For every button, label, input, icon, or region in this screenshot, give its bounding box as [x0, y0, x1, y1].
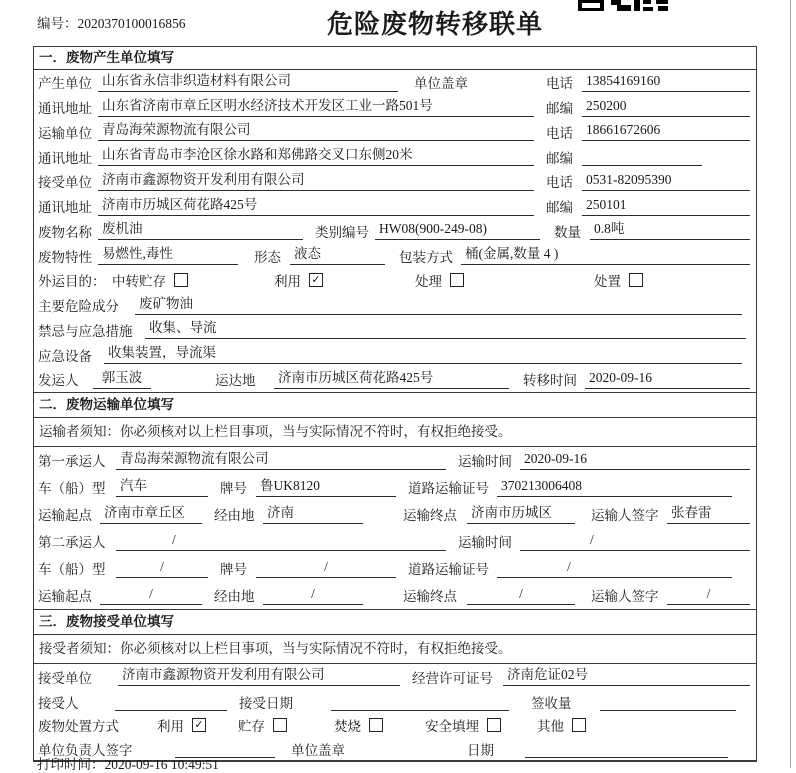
producer-address-value: 山东省济南市章丘区明水经济技术开发区工业一路501号 [98, 98, 534, 117]
purpose-storage-checkbox [174, 273, 188, 287]
carrier-signature-2-value: / [667, 586, 750, 605]
disposal-store-checkbox [273, 718, 287, 732]
row-producer-address-left [38, 97, 546, 117]
transport-time-label: 运输时间 [458, 454, 512, 470]
unit-seal-label: 单位盖章 [414, 76, 468, 92]
purpose-dispose-checkbox [629, 273, 643, 287]
road-permit-2-value: / [497, 559, 732, 578]
producer-address-label: 通讯地址 [38, 101, 92, 117]
row-vehicle-2 [34, 555, 756, 582]
receiver-unit-value: 济南市鑫源物资开发利用有限公司 [98, 172, 534, 191]
transporter-phone-value: 18661672606 [582, 122, 750, 141]
road-permit-2-label: 道路运输证号 [408, 562, 489, 578]
category-code-value: HW08(900-249-08) [375, 221, 540, 240]
row-first-carrier [34, 447, 756, 474]
section-producer [34, 47, 756, 392]
route-end-value: 济南市历城区 [467, 505, 575, 524]
plate-number-label: 牌号 [220, 481, 247, 497]
row-transporter-unit-left [38, 122, 546, 142]
row-producer-address [34, 95, 756, 120]
responsible-signature-label: 单位负责人签字 [38, 742, 133, 758]
row-accept-person [34, 690, 756, 714]
carrier-signature-label: 运输人签字 [591, 508, 659, 524]
purpose-option-dispose-label: 处置 [594, 274, 621, 290]
first-carrier-label: 第一承运人 [38, 454, 106, 470]
category-code-label: 类别编号 [315, 224, 369, 240]
transporter-zip-value [582, 147, 702, 166]
route-start-value: 济南市章丘区 [100, 505, 202, 524]
row-route-1 [34, 501, 756, 528]
receiver-phone-label: 电话 [546, 175, 573, 191]
second-carrier-value: / [116, 532, 446, 551]
row-transporter-address [34, 144, 756, 169]
section-transport [34, 392, 756, 609]
accept-person-value [115, 692, 227, 711]
route-start-2-value: / [100, 586, 202, 605]
row-receiver-unit [34, 169, 756, 194]
transport-time-value: 2020-09-16 [520, 451, 750, 470]
road-permit-value: 370213006408 [497, 478, 732, 497]
disposal-method-label: 废物处置方式 [38, 719, 119, 734]
accept-unit-value: 济南市鑫源物资开发利用有限公司 [118, 667, 400, 686]
producer-phone-label: 电话 [546, 76, 573, 92]
transfer-time-label: 转移时间 [523, 373, 577, 389]
transporter-address-value: 山东省青岛市李沧区徐水路和郑佛路交叉口东侧20米 [98, 147, 534, 166]
disposal-utilize-label: 利用 [157, 719, 184, 734]
disposal-landfill-label: 安全填埋 [425, 719, 479, 734]
disposal-store-label: 贮存 [238, 719, 265, 734]
transporter-unit-value: 青岛海荣源物流有限公司 [98, 122, 534, 141]
purpose-option-utilize-label: 利用 [274, 274, 301, 290]
hazard-component-value: 废矿物油 [135, 296, 742, 315]
route-via-2-value: / [263, 586, 363, 605]
transport-time-2-value: / [520, 532, 750, 551]
license-number-label: 经营许可证号 [412, 670, 493, 686]
accept-date-label: 接受日期 [239, 695, 293, 711]
plate-number-2-value: / [256, 559, 396, 578]
row-receiver-address-left [38, 196, 546, 216]
waste-traits-label: 废物特性 [38, 249, 92, 265]
row-hazard-component [34, 293, 756, 318]
page-edge-line [790, 0, 791, 768]
purpose-utilize-checkbox: ✓ [309, 273, 323, 287]
section-producer-header: 一．废物产生单位填写 [34, 47, 756, 70]
first-carrier-value: 青岛海荣源物流有限公司 [116, 451, 446, 470]
license-number-value: 济南危证02号 [503, 667, 750, 686]
dispatcher-label: 发运人 [38, 373, 79, 389]
accept-person-label: 接受人 [38, 695, 79, 711]
serial-label: 编号： [37, 16, 78, 31]
quantity-value: 0.8吨 [590, 221, 750, 240]
transporter-phone-label: 电话 [546, 125, 573, 141]
page-title: 危险废物转移联单 [326, 9, 543, 39]
row-emergency-equipment [34, 342, 756, 367]
second-carrier-label: 第二承运人 [38, 535, 106, 551]
print-time-value: 2020-09-16 10:49:51 [104, 757, 219, 772]
dispatcher-value: 郭玉波 [93, 370, 151, 389]
unit-seal-2-label: 单位盖章 [291, 742, 345, 758]
route-end-2-value: / [467, 586, 575, 605]
route-start-2-label: 运输起点 [38, 589, 92, 605]
transport-time-2-label: 运输时间 [458, 535, 512, 551]
sign-date-label: 日期 [467, 742, 494, 758]
producer-unit-value: 山东省永信非织造材料有限公司 [98, 73, 398, 92]
purpose-option-treat-label: 处理 [415, 274, 442, 290]
row-second-carrier [34, 528, 756, 555]
purpose-option-storage-label: 中转贮存 [112, 274, 166, 290]
emergency-equipment-label: 应急设备 [38, 348, 92, 364]
plate-number-value: 鲁UK8120 [256, 478, 396, 497]
route-start-label: 运输起点 [38, 508, 92, 524]
row-receiver-unit-left [38, 171, 546, 191]
receiver-unit-label: 接受单位 [38, 175, 92, 191]
sign-date-value [525, 739, 728, 758]
print-time [37, 753, 219, 773]
section-receiver [34, 609, 756, 761]
row-transporter-address-left [38, 147, 546, 167]
route-end-2-label: 运输终点 [403, 589, 457, 605]
route-via-value: 济南 [263, 505, 363, 524]
row-transfer-purpose [34, 268, 756, 293]
transfer-purpose-label: 外运目的： [38, 274, 106, 290]
packaging-value: 桶(金属,数量 4 ) [461, 246, 750, 265]
row-route-2 [34, 582, 756, 609]
receiver-notice: 接受者须知：你必须核对以上栏目事项，当与实际情况不符时，有权拒绝接受。 [34, 635, 756, 664]
transporter-unit-label: 运输单位 [38, 125, 92, 141]
received-amount-label: 签收量 [531, 695, 572, 711]
emergency-measures-value: 收集、导流 [145, 320, 746, 339]
receiver-zip-value: 250101 [582, 197, 750, 216]
disposal-other-label: 其他 [537, 719, 564, 734]
waste-traits-value: 易燃性,毒性 [98, 246, 238, 265]
received-amount-value [600, 692, 736, 711]
transfer-time-value: 2020-09-16 [585, 370, 750, 389]
carrier-signature-value: 张春雷 [667, 505, 750, 524]
receiver-zip-label: 邮编 [546, 200, 573, 216]
destination-label: 运达地 [215, 373, 256, 389]
vehicle-type-value: 汽车 [116, 478, 208, 497]
physical-form-value: 液态 [290, 246, 385, 265]
emergency-equipment-value: 收集装置，导流渠 [104, 345, 742, 364]
waste-name-label: 废物名称 [38, 224, 92, 240]
emergency-measures-label: 禁忌与应急措施 [38, 323, 133, 339]
row-producer-unit [34, 70, 756, 95]
row-disposal-method [34, 713, 756, 737]
carrier-signature-2-label: 运输人签字 [591, 589, 659, 605]
disposal-incinerate-label: 焚烧 [334, 719, 361, 734]
row-vehicle-1 [34, 474, 756, 501]
receiver-address-label: 通讯地址 [38, 200, 92, 216]
section-transport-header: 二．废物运输单位填写 [34, 393, 756, 418]
physical-form-label: 形态 [254, 249, 281, 265]
transport-notice: 运输者须知：你必须核对以上栏目事项，当与实际情况不符时，有权拒绝接受。 [34, 418, 756, 447]
destination-value: 济南市历城区荷花路425号 [274, 370, 509, 389]
row-dispatcher [34, 367, 756, 392]
route-via-2-label: 经由地 [214, 589, 255, 605]
plate-number-2-label: 牌号 [220, 562, 247, 578]
disposal-utilize-checkbox: ✓ [192, 718, 206, 732]
print-time-label: 打印时间： [37, 757, 105, 772]
disposal-incinerate-checkbox [369, 718, 383, 732]
producer-phone-value: 13854169160 [582, 73, 750, 92]
route-via-label: 经由地 [214, 508, 255, 524]
vehicle-type-2-value: / [116, 559, 208, 578]
producer-zip-label: 邮编 [546, 101, 573, 117]
transporter-zip-label: 邮编 [546, 150, 573, 166]
quantity-label: 数量 [554, 224, 581, 240]
waste-name-value: 废机油 [98, 221, 303, 240]
disposal-other-checkbox [572, 718, 586, 732]
serial-value: 2020370100016856 [77, 16, 186, 31]
receiver-address-value: 济南市历城区荷花路425号 [98, 197, 534, 216]
route-end-label: 运输终点 [403, 508, 457, 524]
purpose-treat-checkbox [450, 273, 464, 287]
road-permit-label: 道路运输证号 [408, 481, 489, 497]
row-transporter-unit [34, 120, 756, 145]
receiver-phone-value: 0531-82095390 [582, 172, 750, 191]
producer-zip-value: 250200 [582, 98, 750, 117]
row-waste-name [34, 219, 756, 244]
disposal-landfill-checkbox [487, 718, 501, 732]
accept-unit-label: 接受单位 [38, 670, 92, 686]
qr-code-icon [578, 0, 668, 11]
row-emergency-measures [34, 318, 756, 343]
hazard-component-label: 主要危险成分 [38, 299, 119, 315]
transporter-address-label: 通讯地址 [38, 150, 92, 166]
row-accept-unit [34, 664, 756, 690]
section-receiver-header: 三．废物接受单位填写 [34, 610, 756, 635]
row-receiver-address [34, 194, 756, 219]
accept-date-value [331, 692, 509, 711]
vehicle-type-label: 车（船）型 [38, 481, 106, 497]
row-producer-unit-left [38, 72, 546, 92]
vehicle-type-2-label: 车（船）型 [38, 562, 106, 578]
row-waste-traits [34, 243, 756, 268]
manifest-form [33, 46, 757, 762]
packaging-label: 包装方式 [399, 249, 453, 265]
producer-unit-label: 产生单位 [38, 76, 92, 92]
